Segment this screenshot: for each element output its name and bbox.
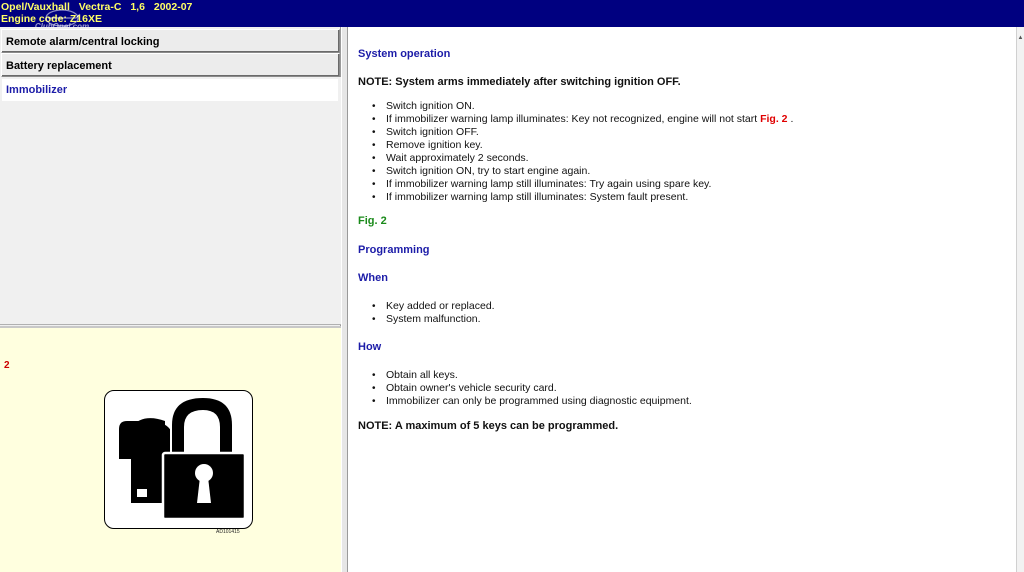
figure-panel [0, 326, 341, 572]
nav-topic-list [0, 77, 341, 325]
list-item: • Switch ignition OFF. [372, 126, 793, 139]
vehicle-info [1, 1, 1024, 13]
list-item: • Switch ignition ON. [372, 100, 793, 113]
immobilizer-key-padlock-icon [105, 391, 254, 530]
fig-2-reference: Fig. 2 [358, 215, 387, 227]
engine-code-label: Engine code: [1, 13, 67, 25]
list-item: • If immobilizer warning lamp still illuminates: Try again using spare key. [372, 178, 793, 191]
scroll-up-arrow-icon[interactable]: ▲ [1017, 35, 1024, 41]
engine-code-line [1, 13, 1024, 25]
panel-splitter[interactable] [341, 27, 348, 572]
content-scrollbar[interactable] [1016, 27, 1024, 572]
list-item: • Key added or replaced. [372, 300, 495, 313]
title-bar [0, 0, 1024, 27]
nav-battery-replacement[interactable]: Battery replacement [1, 53, 340, 77]
figure-code: AD101415 [216, 529, 240, 535]
list-item: • Wait approximately 2 seconds. [372, 152, 793, 165]
nav-immobilizer[interactable]: Immobilizer [2, 79, 338, 101]
figure-frame [104, 390, 253, 529]
nav-remote-alarm-central-locking[interactable]: Remote alarm/central locking [1, 29, 340, 53]
fig-2-link[interactable]: Fig. 2 [760, 113, 788, 125]
list-item: • System malfunction. [372, 313, 495, 326]
heading-when: When [358, 272, 388, 284]
engine-code-value: Z16XE [69, 13, 102, 25]
note-max-keys: NOTE: A maximum of 5 keys can be programmed. [358, 420, 619, 432]
list-item: • Switch ignition ON, try to start engine again. [372, 165, 793, 178]
heading-system-operation: System operation [358, 48, 451, 60]
vehicle-date: 2002-07 [153, 1, 193, 13]
heading-programming: Programming [358, 244, 430, 256]
note-system-arms: NOTE: System arms immediately after switching ignition OFF. [358, 76, 681, 88]
list-item: • Obtain owner's vehicle security card. [372, 382, 692, 395]
figure-number: 2 [4, 360, 10, 371]
system-operation-steps [372, 100, 793, 204]
vehicle-model: Vectra-C [78, 1, 122, 13]
list-item: • If immobilizer warning lamp illuminates: Key not recognized, engine will not start Fig. 2 . [372, 113, 793, 126]
vehicle-engine-size: 1,6 [130, 1, 145, 13]
when-list [372, 300, 495, 326]
list-item: • Obtain all keys. [372, 369, 692, 382]
heading-how: How [358, 341, 382, 353]
navigation-panel [0, 27, 341, 572]
list-item: • If immobilizer warning lamp still illuminates: System fault present. [372, 191, 793, 204]
list-item: • Immobilizer can only be programmed using diagnostic equipment. [372, 395, 692, 408]
list-item: • Remove ignition key. [372, 139, 793, 152]
how-list [372, 369, 692, 408]
content-pane [348, 27, 1016, 572]
vehicle-make: Opel/Vauxhall [1, 1, 70, 13]
